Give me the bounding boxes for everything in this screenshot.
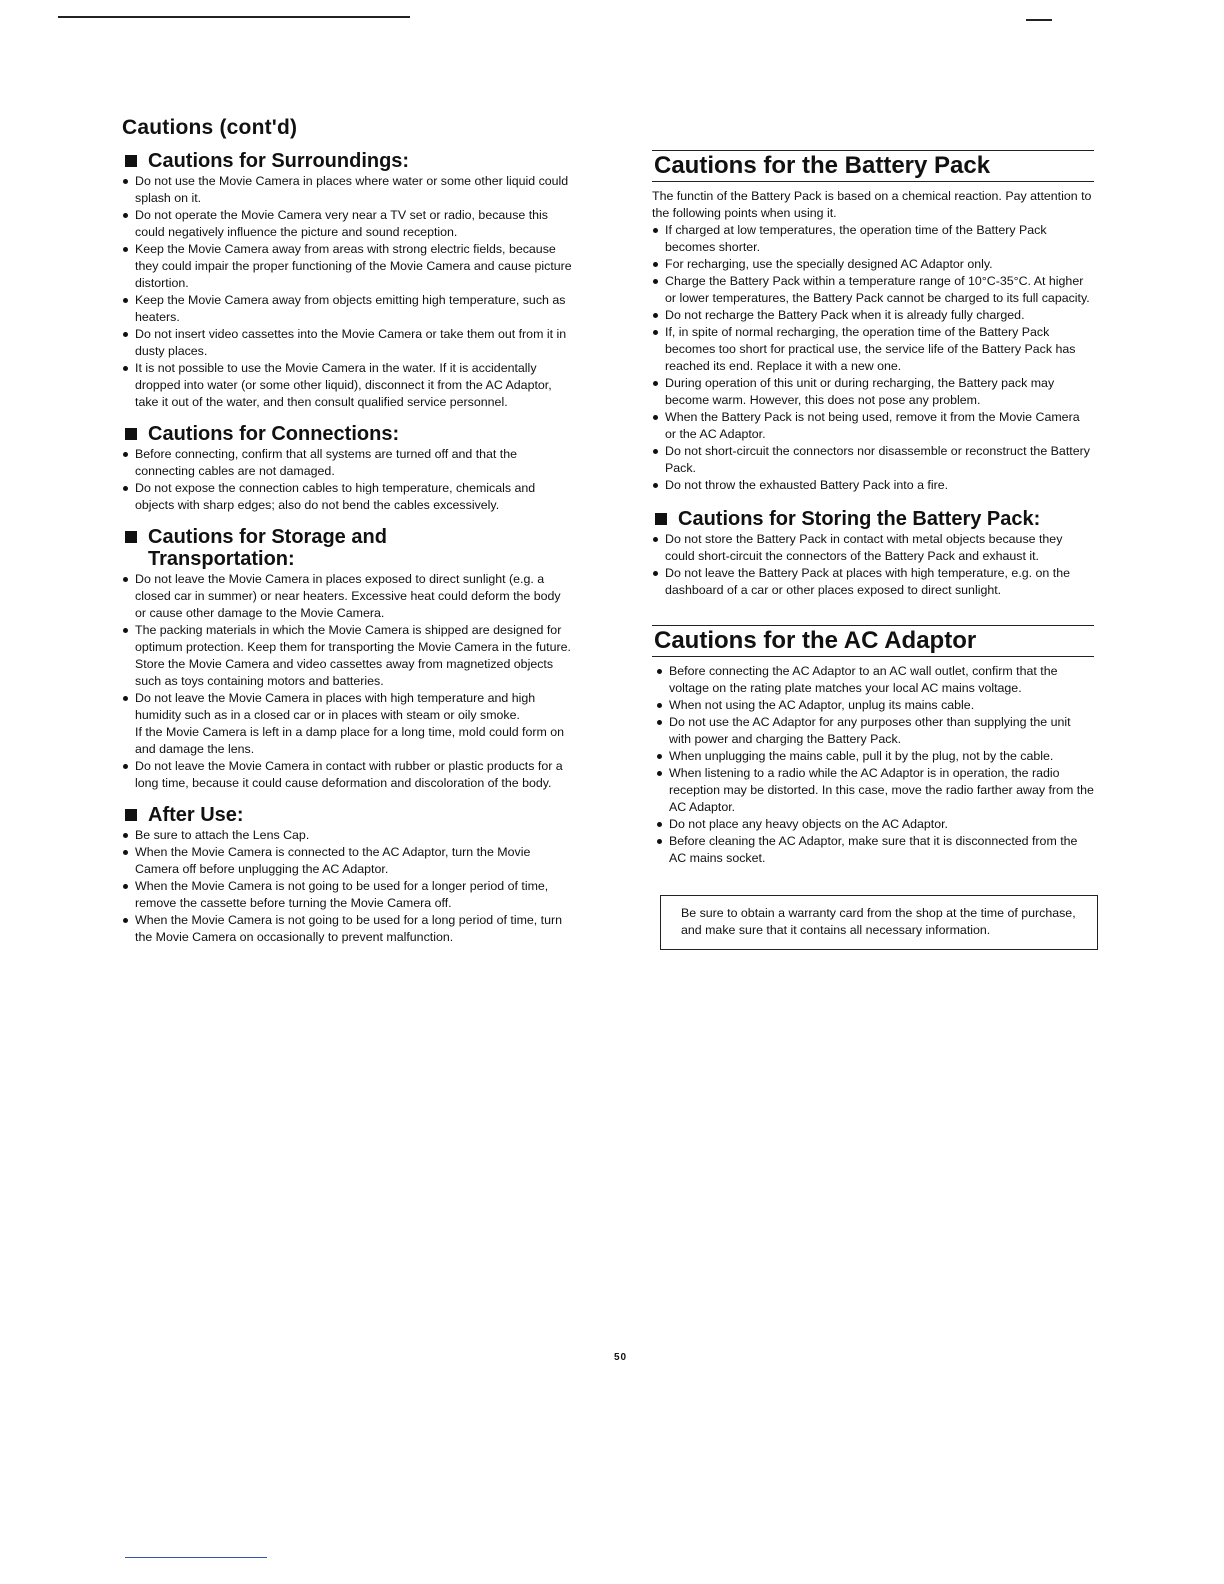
list-item-text: Do not insert video cassettes into the Movie Camera or take them out from it in dusty places.: [135, 327, 567, 358]
bullet-icon: [122, 173, 135, 190]
bullet-icon: [122, 326, 135, 343]
list-item-text: Before connecting, confirm that all systems are turned off and that the connecting cables are not damaged.: [135, 447, 518, 478]
list-item-extra-text: Store the Movie Camera and video cassettes away from magnetized objects such as toys containing motors and batteries.: [135, 657, 554, 688]
list-item-text: Do not use the AC Adaptor for any purposes other than supplying the unit with power and charging the Battery Pack.: [669, 715, 1071, 746]
section-ac-adaptor: [652, 625, 1094, 867]
square-bullet-icon: [125, 428, 137, 440]
section-heading: [122, 150, 572, 172]
bullet-icon: [652, 409, 665, 426]
bullet-icon: [122, 622, 135, 639]
list-item-text: Before cleaning the AC Adaptor, make sure that it is disconnected from the AC mains socket.: [669, 834, 1078, 865]
list-item: [652, 375, 1094, 409]
bullet-list: [122, 173, 572, 411]
list-item: [122, 758, 572, 792]
list-item: [652, 273, 1094, 307]
page-title: Cautions (cont'd): [122, 116, 298, 139]
section-surroundings: [122, 150, 572, 411]
section-heading: [122, 526, 572, 570]
list-item: [656, 816, 1094, 833]
list-item-text: Do not use the Movie Camera in places where water or some other liquid could splash on it.: [135, 174, 569, 205]
heading-line-1: Cautions for Storage and: [148, 526, 387, 548]
bullet-icon: [122, 241, 135, 258]
list-item: [122, 827, 572, 844]
warranty-note-text: Be sure to obtain a warranty card from the shop at the time of purchase, and make sure that it contains all necessary information.: [681, 906, 1076, 937]
list-item-text: For recharging, use the specially designed AC Adaptor only.: [665, 257, 993, 271]
list-item: [656, 697, 1094, 714]
square-bullet-icon: [655, 513, 667, 525]
list-item-text: Keep the Movie Camera away from objects emitting high temperature, such as heaters.: [135, 293, 566, 324]
list-item-text: It is not possible to use the Movie Camera in the water. If it is accidentally dropped into water (or some other liquid), disconnect it from the AC Adaptor, take it out of the water, and then consult qualified service personnel.: [135, 361, 552, 409]
list-item: [652, 324, 1094, 375]
list-item-text: If, in spite of normal recharging, the operation time of the Battery Pack becomes too short for practical use, the service life of the Battery Pack has reached its end. Replace it with a new one.: [665, 325, 1076, 373]
section-heading: Cautions for the AC Adaptor: [652, 625, 1094, 657]
list-item: [122, 173, 572, 207]
bullet-icon: [122, 878, 135, 895]
section-heading-text: Cautions for Surroundings:: [148, 150, 410, 172]
list-item-text: Do not expose the connection cables to high temperature, chemicals and objects with sharp edges; also do not bend the cables excessively.: [135, 481, 536, 512]
list-item-extra-text: If the Movie Camera is left in a damp place for a long time, mold could form on and damage the lens.: [135, 725, 565, 756]
bullet-icon: [656, 697, 669, 714]
bullet-icon: [656, 714, 669, 731]
list-item: [652, 222, 1094, 256]
bullet-icon: [122, 360, 135, 377]
bullet-icon: [652, 273, 665, 290]
bullet-icon: [652, 531, 665, 548]
section-heading-text: Cautions for Connections:: [148, 423, 400, 445]
list-item: [652, 307, 1094, 324]
list-item: [122, 360, 572, 411]
bullet-list: [652, 531, 1094, 599]
section-heading: [122, 804, 572, 826]
bullet-icon: [122, 446, 135, 463]
list-item-text: When the Battery Pack is not being used, remove it from the Movie Camera or the AC Adaptor.: [665, 410, 1080, 441]
bullet-icon: [122, 207, 135, 224]
section-storage-transportation: [122, 526, 572, 792]
list-item: [652, 565, 1094, 599]
bullet-icon: [122, 292, 135, 309]
bullet-icon: [656, 833, 669, 850]
section-heading: Cautions for the Battery Pack: [652, 150, 1094, 182]
list-item: [122, 878, 572, 912]
list-item-text: When unplugging the mains cable, pull it by the plug, not by the cable.: [669, 749, 1054, 763]
list-item: [656, 833, 1094, 867]
page-number: 50: [614, 1352, 628, 1363]
bullet-icon: [652, 307, 665, 324]
list-item-text: Do not operate the Movie Camera very near a TV set or radio, because this could negatively influence the picture and sound reception.: [135, 208, 549, 239]
bullet-icon: [656, 748, 669, 765]
bullet-icon: [122, 844, 135, 861]
list-item: [122, 326, 572, 360]
list-item: [652, 443, 1094, 477]
bullet-icon: [652, 443, 665, 460]
list-item: [652, 256, 1094, 273]
list-item: [122, 207, 572, 241]
list-item: [656, 765, 1094, 816]
list-item-text: Charge the Battery Pack within a temperature range of 10°C-35°C. At higher or lower temperatures, the Battery Pack cannot be charged to its full capacity.: [665, 274, 1090, 305]
bullet-icon: [122, 758, 135, 775]
list-item-text: When the Movie Camera is not going to be used for a long period of time, turn the Movie Camera on occasionally to prevent malfunction.: [135, 913, 563, 944]
bullet-icon: [122, 690, 135, 707]
list-item-text: Do not short-circuit the connectors nor disassemble or reconstruct the Battery Pack.: [665, 444, 1090, 475]
list-item: [122, 690, 572, 758]
bullet-icon: [652, 324, 665, 341]
list-item: [656, 748, 1094, 765]
left-column: [122, 150, 572, 958]
list-item: [122, 446, 572, 480]
right-column: [652, 150, 1094, 950]
list-item-text: If charged at low temperatures, the operation time of the Battery Pack becomes shorter.: [665, 223, 1047, 254]
section-heading-text: After Use:: [148, 804, 244, 826]
list-item: [652, 409, 1094, 443]
section-heading: [652, 508, 1094, 530]
list-item: [122, 480, 572, 514]
section-storing-battery: [652, 508, 1094, 599]
bullet-list: [122, 446, 572, 514]
list-item-text: When listening to a radio while the AC Adaptor is in operation, the radio reception may be distorted. In this case, move the radio farther away from the AC Adaptor.: [669, 766, 1094, 814]
list-item: [122, 622, 572, 690]
list-item: [122, 241, 572, 292]
bullet-icon: [656, 663, 669, 680]
bullet-icon: [652, 375, 665, 392]
list-item: [122, 844, 572, 878]
bullet-icon: [122, 912, 135, 929]
list-item-text: When the Movie Camera is not going to be used for a longer period of time, remove the cassette before turning the Movie Camera off.: [135, 879, 549, 910]
list-item-text: Before connecting the AC Adaptor to an AC wall outlet, confirm that the voltage on the rating plate matches your local AC mains voltage.: [669, 664, 1058, 695]
bullet-icon: [656, 765, 669, 782]
square-bullet-icon: [125, 531, 137, 543]
section-heading-text: [148, 526, 387, 570]
bullet-list: [652, 222, 1094, 494]
list-item-text: Do not throw the exhausted Battery Pack into a fire.: [665, 478, 949, 492]
bullet-icon: [656, 816, 669, 833]
list-item-text: Be sure to attach the Lens Cap.: [135, 828, 310, 842]
list-item-text: When the Movie Camera is connected to the AC Adaptor, turn the Movie Camera off before unplugging the AC Adaptor.: [135, 845, 531, 876]
square-bullet-icon: [125, 809, 137, 821]
bullet-icon: [652, 222, 665, 239]
section-heading: [122, 423, 572, 445]
list-item: [122, 912, 572, 946]
section-intro: The functin of the Battery Pack is based on a chemical reaction. Pay attention to the following points when using it.: [652, 189, 1092, 220]
bullet-icon: [652, 477, 665, 494]
bullet-icon: [652, 565, 665, 582]
list-item: [122, 292, 572, 326]
list-item-text: When not using the AC Adaptor, unplug its mains cable.: [669, 698, 975, 712]
square-bullet-icon: [125, 155, 137, 167]
list-item-text: Do not leave the Movie Camera in places exposed to direct sunlight (e.g. a closed car in summer) or near heaters. Excessive heat could deform the body or cause other damage to the Movie Camera.: [135, 572, 561, 620]
bullet-list: [122, 571, 572, 792]
bullet-icon: [122, 827, 135, 844]
list-item: [656, 714, 1094, 748]
bullet-icon: [122, 571, 135, 588]
list-item-text: Do not place any heavy objects on the AC Adaptor.: [669, 817, 948, 831]
list-item-text: The packing materials in which the Movie Camera is shipped are designed for optimum protection. Keep them for transporting the Movie Camera in the future.: [135, 623, 571, 654]
section-connections: [122, 423, 572, 514]
bullet-list: [122, 827, 572, 946]
list-item: [652, 531, 1094, 565]
heading-line-2: Transportation:: [148, 548, 295, 570]
scan-line-top-left: [58, 16, 410, 18]
list-item: [656, 663, 1094, 697]
list-item-text: Do not leave the Movie Camera in contact with rubber or plastic products for a long time, because it could cause deformation and discoloration of the body.: [135, 759, 563, 790]
warranty-note-box: [660, 895, 1098, 950]
scan-line-top-right: [1026, 19, 1052, 21]
list-item: [122, 571, 572, 622]
section-heading-text: Cautions for Storing the Battery Pack:: [678, 508, 1041, 530]
bullet-icon: [652, 256, 665, 273]
bullet-icon: [122, 480, 135, 497]
bullet-list: [652, 663, 1094, 867]
list-item: [652, 477, 1094, 494]
list-item-text: Keep the Movie Camera away from areas with strong electric fields, because they could impair the proper functioning of the Movie Camera and cause picture distortion.: [135, 242, 572, 290]
list-item-text: Do not leave the Movie Camera in places with high temperature and high humidity such as in a closed car or in places with steam or oily smoke.: [135, 691, 536, 722]
section-battery-pack: [652, 150, 1094, 494]
list-item-text: Do not leave the Battery Pack at places with high temperature, e.g. on the dashboard of a car or other places exposed to direct sunlight.: [665, 566, 1070, 597]
scan-line-bottom-left: [125, 1557, 267, 1558]
list-item-text: During operation of this unit or during recharging, the Battery pack may become warm. However, this does not pose any problem.: [665, 376, 1055, 407]
list-item-text: Do not store the Battery Pack in contact with metal objects because they could short-circuit the connectors of the Battery Pack and exhaust it.: [665, 532, 1063, 563]
section-after-use: [122, 804, 572, 946]
list-item-text: Do not recharge the Battery Pack when it is already fully charged.: [665, 308, 1025, 322]
